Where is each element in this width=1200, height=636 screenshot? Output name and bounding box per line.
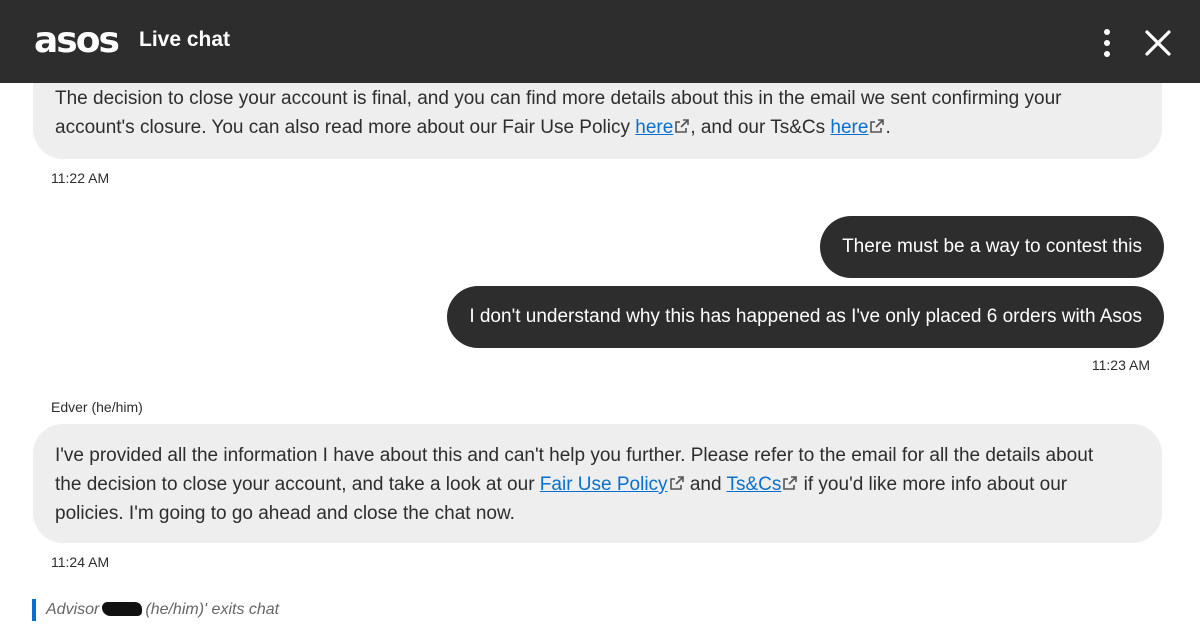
chat-transcript[interactable]	[0, 83, 1200, 636]
external-link-icon	[669, 475, 685, 491]
message-text: , and our Ts&Cs	[690, 117, 831, 138]
ts-and-cs-link[interactable]: Ts&Cs	[726, 474, 782, 495]
close-icon	[1140, 25, 1176, 61]
fair-use-policy-link[interactable]: Fair Use Policy	[539, 474, 668, 495]
ts-and-cs-link[interactable]: here	[830, 117, 869, 138]
message-timestamp: 11:22 AM	[51, 170, 110, 186]
message-text: and	[684, 474, 727, 495]
header-title: Live chat	[139, 28, 231, 51]
message-text: .	[885, 117, 891, 138]
agent-name: Edver (he/him)	[51, 399, 143, 415]
system-message-prefix: Advisor	[46, 601, 100, 618]
user-message-bubble: I don't understand why this has happened as I've only placed 6 orders with Asos	[447, 286, 1164, 348]
fair-use-policy-link[interactable]: here	[635, 117, 674, 138]
system-message-suffix: (he/him)' exits chat	[145, 601, 280, 618]
agent-message-bubble	[33, 83, 1162, 159]
message-text: the decision to close your account, and take a look at our	[55, 474, 540, 495]
external-link-icon	[782, 475, 798, 491]
message-text: if you'd like more info about our	[798, 474, 1068, 495]
system-message	[32, 599, 279, 621]
close-chat-button[interactable]	[1140, 25, 1176, 61]
message-line: I've provided all the information I have about this and can't help you further. Please refer to the email for all the details about	[55, 445, 1094, 466]
message-line	[55, 113, 1140, 142]
more-options-button[interactable]	[1092, 26, 1122, 60]
message-line	[55, 470, 1140, 499]
message-line: policies. I'm going to go ahead and close the chat now.	[55, 503, 515, 524]
message-line: The decision to close your account is final, and you can find more details about this in the email we sent confirming your	[55, 88, 1062, 109]
message-timestamp: 11:24 AM	[51, 554, 110, 570]
external-link-icon	[869, 118, 885, 134]
agent-message-bubble	[33, 424, 1162, 543]
external-link-icon	[674, 118, 690, 134]
user-message-bubble: There must be a way to contest this	[820, 216, 1164, 278]
chat-header	[0, 0, 1200, 83]
message-timestamp: 11:23 AM	[1091, 357, 1150, 373]
redacted-name	[102, 602, 142, 616]
message-text: account's closure. You can also read more about our Fair Use Policy	[55, 117, 636, 138]
more-vertical-icon	[1102, 28, 1112, 58]
asos-logo: asos	[34, 20, 118, 61]
